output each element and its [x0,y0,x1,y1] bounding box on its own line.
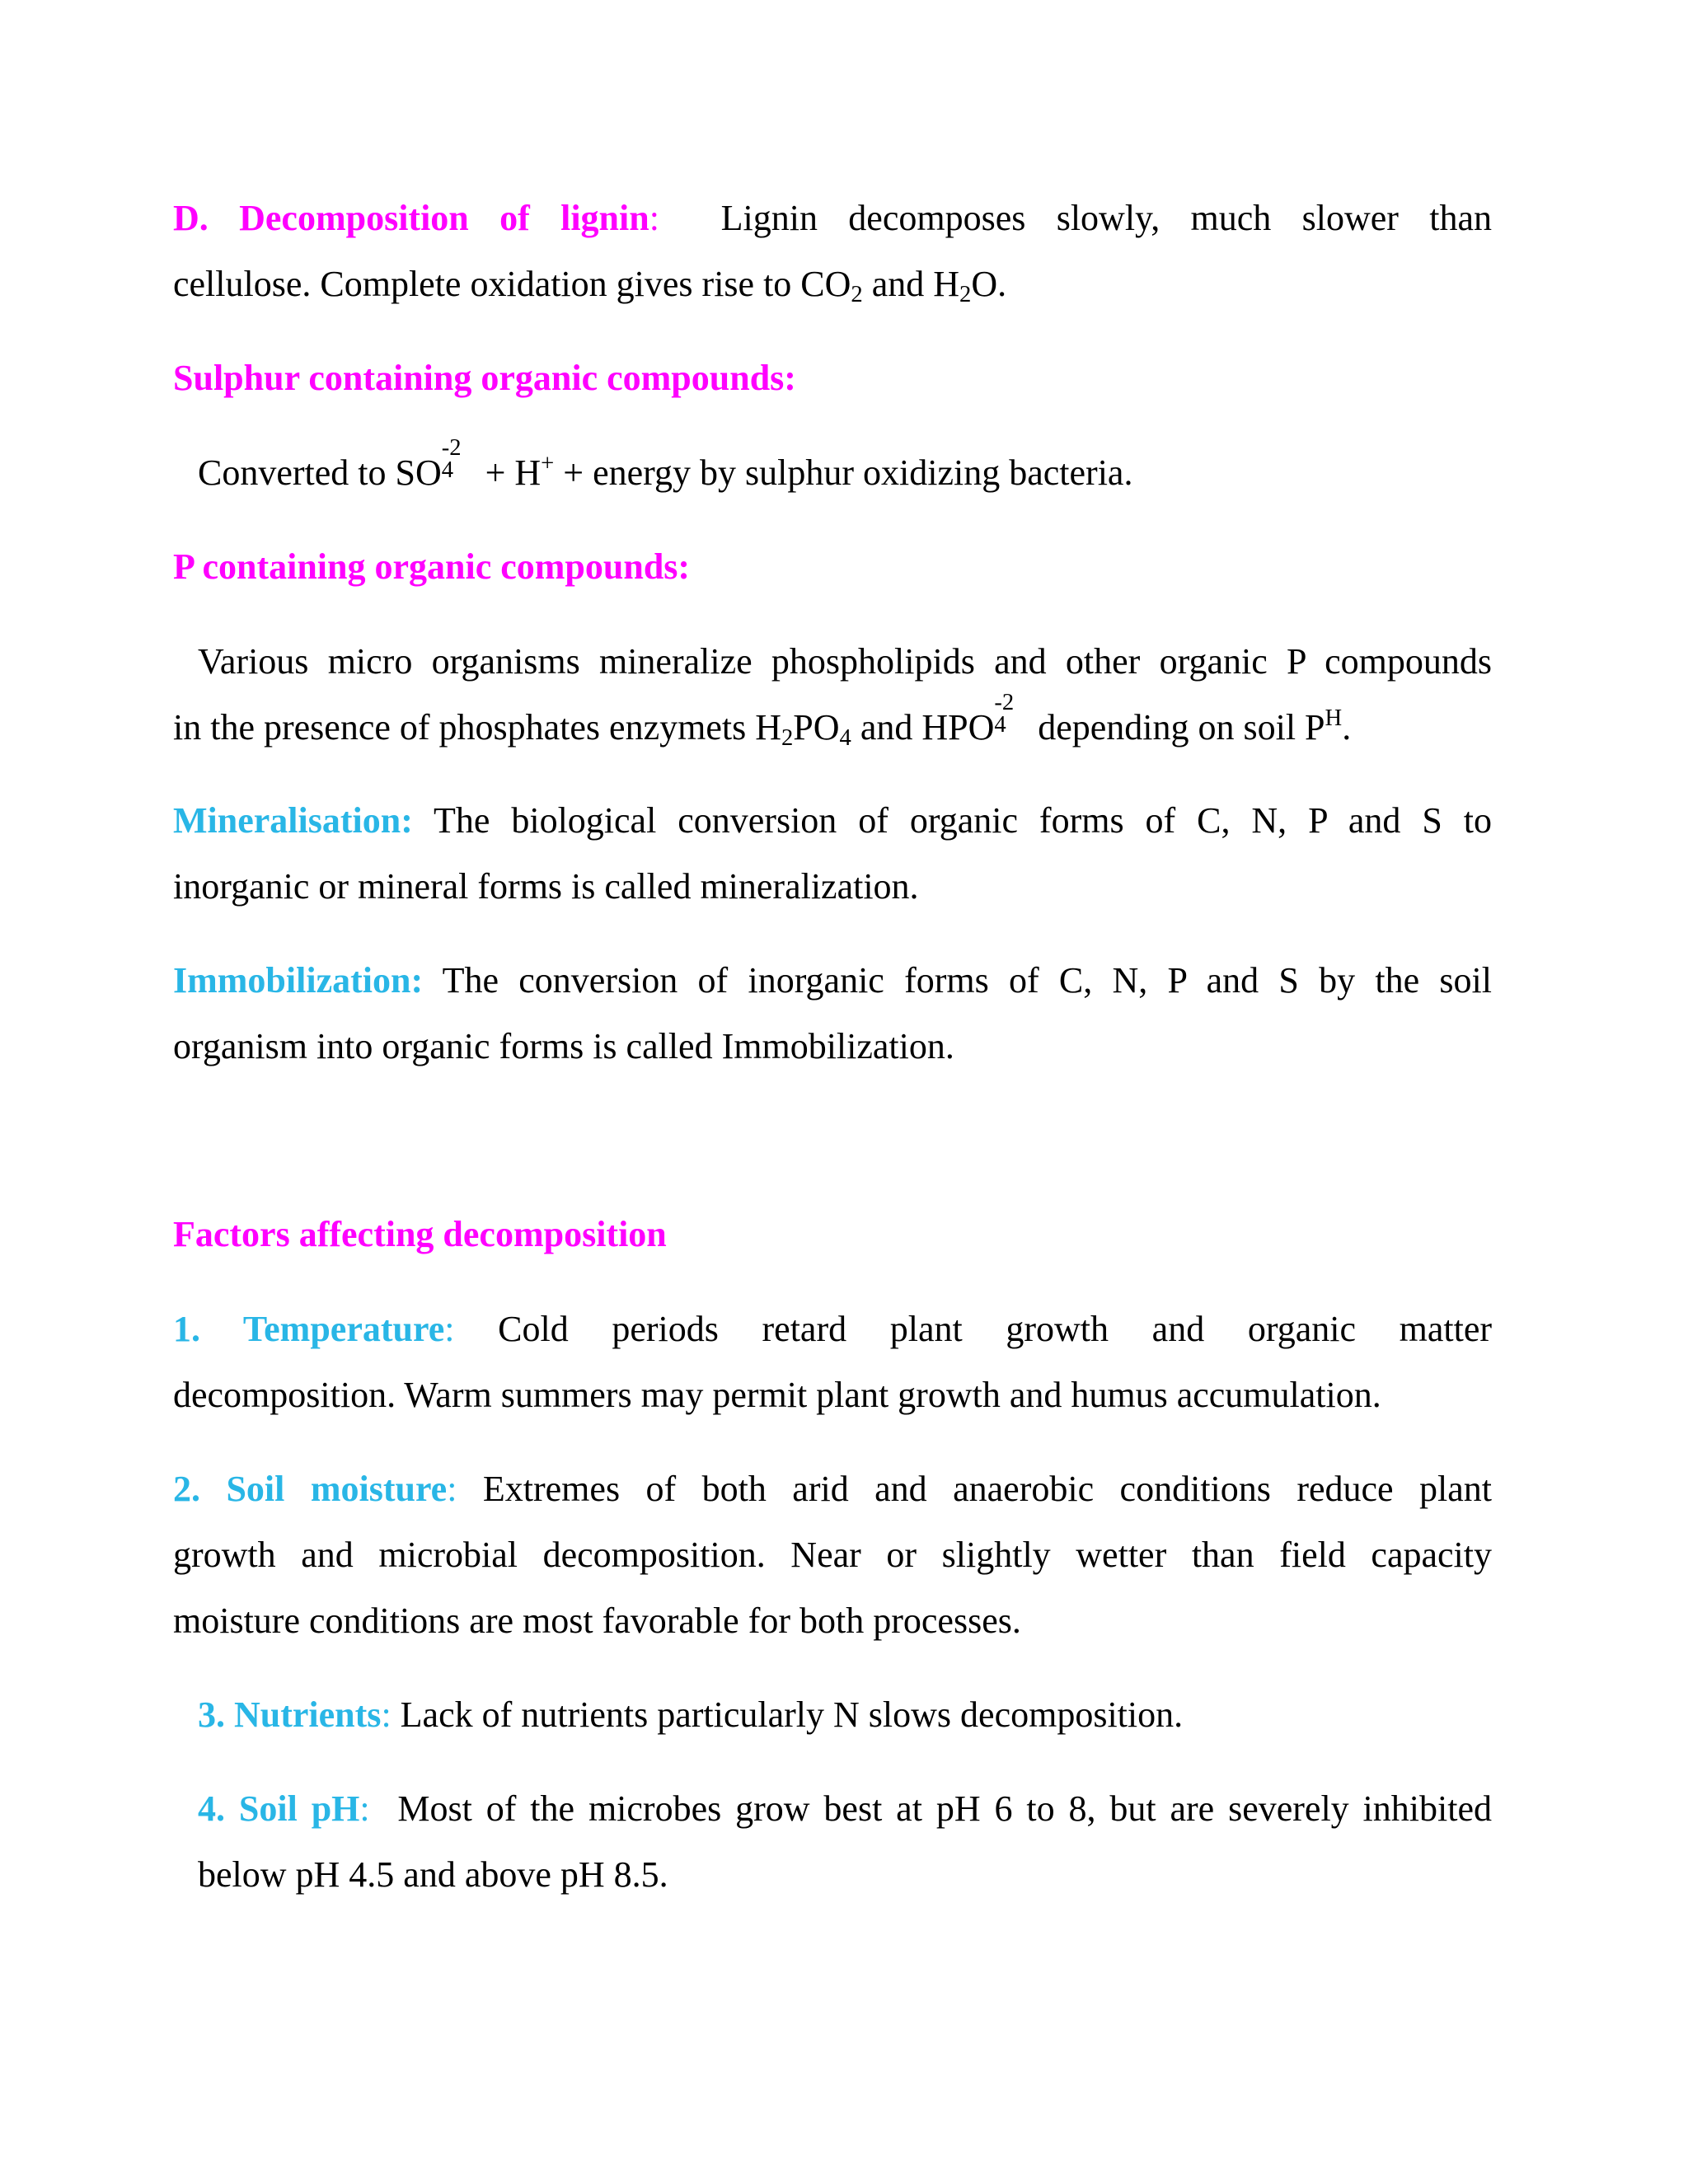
temperature-label: 1. Temperature [173,1309,445,1349]
sulphur-heading: Sulphur containing organic compounds: [173,358,796,398]
factors-heading-block [173,1202,1492,1268]
nutrients-label: 3. Nutrients [198,1694,382,1735]
soil-ph-paragraph: 4. Soil pH: Most of the microbes grow best at pH 6 to 8, but are severely inhibited below pH 4.5 and above pH 8.5. [198,1788,1492,1895]
soil-ph-label: 4. Soil pH [198,1788,360,1829]
factors-heading: Factors affecting decomposition [173,1214,667,1254]
temperature-paragraph: 1. Temperature: Cold periods retard plant growth and organic matter decomposition. Warm summers may permit plant growth and humus accumulation. [173,1309,1492,1415]
mineralisation-paragraph: Mineralisation: The biological conversion of organic forms of C, N, P and S to inorganic or mineral forms is called mineralization. [173,800,1492,907]
lignin-paragraph [173,185,1492,317]
soil-moisture-label: 2. Soil moisture [173,1469,448,1509]
sulphur-paragraph: Converted to SO -2 4 + H+ + energy by sulphur oxidizing bacteria. [198,434,1133,493]
phosphorus-paragraph: Various micro organisms mineralize phospholipids and other organic P compounds in the presence of phosphates enzymets $H_2PO_4$ and HPO -2 4 depending on soil $P^H$. [173,641,1492,752]
lignin-heading: D. Decomposition of lignin [173,198,649,238]
lignin-line-2: cellulose. Complete oxidation gives rise to $CO_2$ and $H_2O$. [173,264,1007,308]
mineralisation-label: Mineralisation: [173,800,413,841]
lignin-line-1: D. Decomposition of lignin: Lignin decomposes slowly, much slower than [173,198,1493,238]
soil-moisture-paragraph: 2. Soil moisture: Extremes of both arid and anaerobic conditions reduce plant growth and microbial decomposition. Near or slightly wetter than field capacity moisture conditions are most favorable for both processes. [173,1469,1493,1641]
phosphorus-heading: P containing organic compounds: [173,546,691,587]
immobilization-label: Immobilization: [173,960,424,1001]
nutrients-paragraph: 3. Nutrients: Lack of nutrients particularly N slows decomposition. [198,1694,1184,1735]
immobilization-paragraph: Immobilization: The conversion of inorganic forms of C, N, P and S by the soil organism into organic forms is called Immobilization. [173,960,1492,1066]
phosphorus-heading-block [173,534,1492,600]
sulphur-heading-block [173,345,1492,411]
